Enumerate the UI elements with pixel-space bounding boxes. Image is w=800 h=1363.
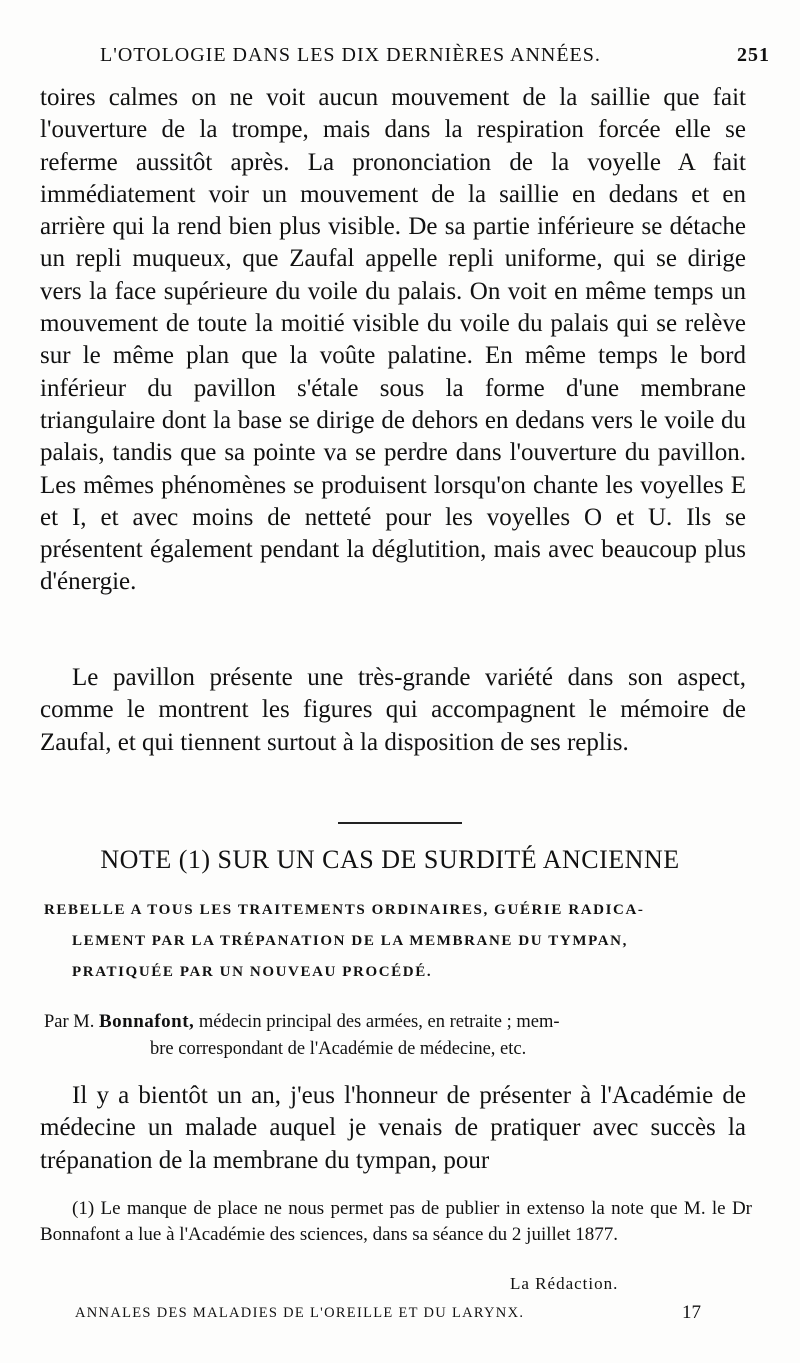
note-title: NOTE (1) SUR UN CAS DE SURDITÉ ANCIENNE: [100, 845, 680, 874]
page-footer: [75, 1302, 701, 1323]
note-subtitle-line-3: PRATIQUÉE PAR UN NOUVEAU PROCÉDÉ.: [72, 964, 433, 980]
author-line-1: [44, 1008, 754, 1036]
running-head-title: L'OTOLOGIE DANS LES DIX DERNIÈRES ANNÉES.: [100, 44, 601, 66]
author-title: médecin principal des armées, en retraite ; mem-: [198, 1012, 560, 1032]
paragraph-3: Il y a bientôt un an, j'eus l'honneur de présenter à l'Académie de médecine un malade auquel je venais de pratiquer avec succès la trépanation de la membrane du tympan, pour: [40, 1082, 746, 1174]
paragraph-2: Le pavillon présente une très-grande variété dans son aspect, comme le montrent les figures qui accompagnent le mémoire de Zaufal, et qui tiennent surtout à la disposition de ses replis.: [40, 664, 746, 756]
author-prefix: Par M.: [44, 1012, 95, 1032]
author-line-2: bre correspondant de l'Académie de médecine, etc.: [150, 1039, 527, 1059]
page-number: 251: [737, 44, 770, 66]
note-subtitle-line-1: REBELLE A TOUS LES TRAITEMENTS ORDINAIRES, GUÉRIE RADICA-: [44, 902, 645, 918]
note-subtitle: [44, 895, 750, 988]
footnote: [40, 1196, 752, 1248]
footnote-signature: La Rédaction.: [510, 1274, 619, 1293]
section-divider: [338, 822, 462, 824]
footnote-text: (1) Le manque de place ne nous permet pas de publier in extenso la note que M. le Dr Bonnafont a lue à l'Académie des sciences, dans sa séance du 2 juillet 1877.: [40, 1198, 752, 1245]
author-byline: [44, 1008, 754, 1063]
paragraph-1: toires calmes on ne voit aucun mouvement de la saillie que fait l'ouverture de la trompe, mais dans la respiration forcée elle se referme aussitôt après. La prononciation de la voyelle A fait immédiatement voir un mouvement de la saillie en dedans et en arrière qui la rend bien plus visible. De sa partie inférieure se détache un repli muqueux, que Zaufal appelle repli uniforme, qui se dirige vers la face supérieure du voile du palais. On voit en même temps un mouvement de toute la moitié visible du voile du palais qui se relève sur le même plan que la voûte palatine. En même temps le bord inférieur du pavillon s'étale sous la forme d'une membrane triangulaire dont la base se dirige de dehors en dedans vers le voile du palais, tandis que sa pointe va se perdre dans l'ouverture du pavillon. Les mêmes phénomènes se produisent lorsqu'on chante les voyelles E et I, et avec moins de netteté pour les voyelles O et U. Ils se présentent également pendant la déglutition, mais avec beaucoup plus d'énergie.: [40, 84, 746, 596]
note-subtitle-line-2: LEMENT PAR LA TRÉPANATION DE LA MEMBRANE DU TYMPAN,: [72, 933, 628, 949]
footer-journal: ANNALES DES MALADIES DE L'OREILLE ET DU LARYNX.: [75, 1305, 525, 1321]
footer-signature-number: 17: [682, 1302, 701, 1323]
author-name: Bonnafont,: [99, 1011, 195, 1032]
